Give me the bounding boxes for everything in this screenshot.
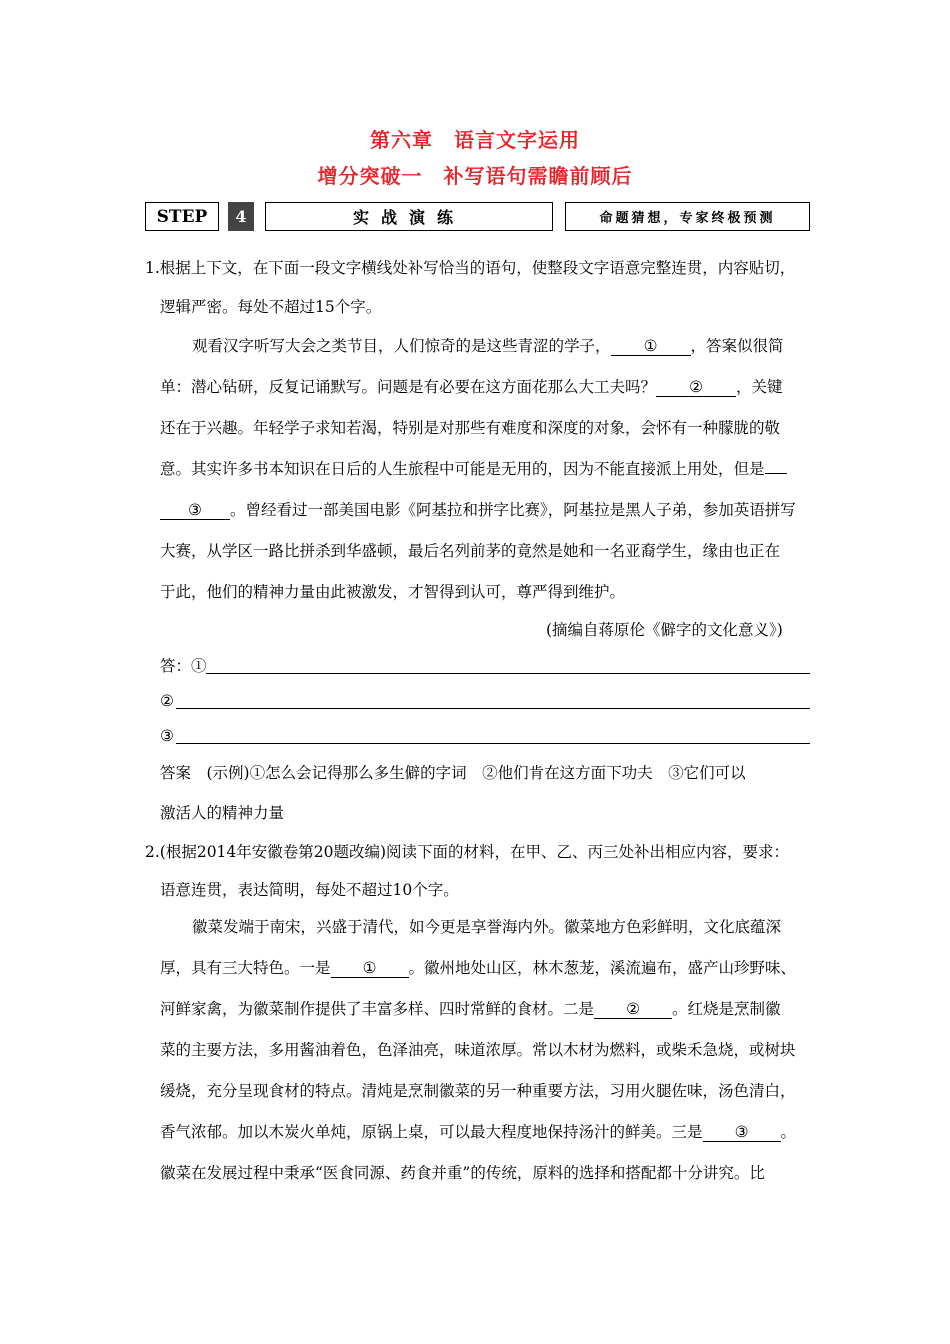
- q1-prompt-line2: 逻辑严密。每处不超过15个字。: [160, 298, 382, 316]
- step-number: 4: [228, 202, 254, 231]
- q1-prompt-line1: 1.根据上下文，在下面一段文字横线处补写恰当的语句，使整段文字语意完整连贯，内容贴切，: [145, 259, 796, 277]
- q2-passage-line: 菜的主要方法，多用酱油着色，色泽油亮，味道浓厚。常以木材为燃料，或柴禾急烧，或树块: [160, 1041, 796, 1059]
- text-run: 河鲜家禽，为徽菜制作提供了丰富多样、四时常鲜的食材。二是: [160, 1000, 595, 1018]
- answer-line-1[interactable]: [206, 673, 810, 674]
- q2-passage-line: 缓烧，充分呈现食材的特点。清炖是烹制徽菜的另一种重要方法，习用火腿佐味，汤色清白，: [160, 1082, 796, 1100]
- q2-prompt-line1: 2.(根据2014年安徽卷第20题改编)阅读下面的材料，在甲、乙、丙三处补出相应内容，要求：: [145, 843, 790, 861]
- text-run: 。曾经看过一部美国电影《阿基拉和拼字比赛》，阿基拉是黑人子弟，参加英语拼写: [230, 501, 796, 519]
- q1-passage-line: 大赛，从学区一路比拼杀到华盛顿，最后名列前茅的竟然是她和一名亚裔学生，缘由也正在: [160, 542, 781, 560]
- q1-answer-key-line2: 激活人的精神力量: [160, 804, 285, 822]
- text-run: 厚，具有三大特色。一是: [160, 959, 331, 977]
- text-run: 单：潜心钻研，反复记诵默写。问题是有必要在这方面花那么大工夫吗？: [160, 378, 657, 396]
- q1-passage-line: 于此，他们的精神力量由此被激发，才智得到认可，尊严得到维护。: [160, 583, 626, 601]
- text-run: ，关键: [736, 378, 783, 396]
- section-title: 增分突破一 补写语句需瞻前顾后: [317, 164, 633, 188]
- q2-passage-line: [160, 999, 781, 1019]
- step-subtitle: 命题猜想，专家终极预测: [565, 202, 810, 231]
- text-run: 香气浓郁。加以木炭火单炖，原锅上桌，可以最大程度地保持汤汁的鲜美。三是: [160, 1123, 703, 1141]
- answer-line-2[interactable]: [176, 708, 810, 709]
- q1-passage-line: [160, 500, 796, 520]
- text-run: 。: [780, 1123, 797, 1141]
- text-run: 。徽州地处山区，林木葱茏，溪流遍布，盛产山珍野味、: [408, 959, 797, 977]
- blank-3[interactable]: ③: [703, 1123, 781, 1142]
- answer-label-2: ②: [160, 692, 174, 710]
- blank-1[interactable]: ①: [611, 337, 691, 356]
- q2-passage-line: 徽菜在发展过程中秉承“医食同源、药食并重”的传统，原料的选择和搭配都十分讲究。比: [160, 1164, 765, 1182]
- q1-passage-line: [192, 336, 784, 356]
- step-label: STEP: [145, 202, 219, 231]
- blank-3-start[interactable]: [765, 473, 787, 474]
- blank-2[interactable]: ②: [594, 1000, 672, 1019]
- q1-answer-key-line1: 答案 (示例)①怎么会记得那么多生僻的字词 ②他们肯在这方面下功夫 ③它们可以: [160, 764, 746, 782]
- q1-passage-line: [160, 377, 783, 397]
- answer-line-3[interactable]: [176, 743, 810, 744]
- q2-passage-line: [160, 1122, 796, 1142]
- blank-3[interactable]: ③: [160, 501, 230, 520]
- blank-2[interactable]: ②: [656, 378, 736, 397]
- answer-label-3: ③: [160, 727, 174, 745]
- blank-1[interactable]: ①: [331, 959, 409, 978]
- step-banner: [145, 202, 810, 233]
- chapter-title: 第六章 语言文字运用: [370, 128, 580, 152]
- text-run: 观看汉字听写大会之类节目，人们惊奇的是这些青涩的学子，: [192, 337, 611, 355]
- q2-prompt-line2: 语意连贯，表达简明，每处不超过10个字。: [160, 881, 459, 899]
- text-run: ，答案似很简: [690, 337, 784, 355]
- q1-passage-line: 还在于兴趣。年轻学子求知若渴，特别是对那些有难度和深度的对象，会怀有一种朦胧的敬: [160, 419, 781, 437]
- text-run: 。红烧是烹制徽: [672, 1000, 781, 1018]
- q2-passage-line: [160, 958, 796, 978]
- q1-passage-line: [160, 459, 787, 479]
- answer-label-1: 答：①: [160, 657, 207, 675]
- text-run: 意。其实许多书本知识在日后的人生旅程中可能是无用的，因为不能直接派上用处，但是: [160, 460, 765, 478]
- step-title: 实战演练: [265, 202, 553, 231]
- q1-source: (摘编自蒋原伦《僻字的文化意义》): [546, 621, 783, 639]
- q2-passage-line: 徽菜发端于南宋，兴盛于清代，如今更是享誉海内外。徽菜地方色彩鲜明，文化底蕴深: [192, 918, 782, 936]
